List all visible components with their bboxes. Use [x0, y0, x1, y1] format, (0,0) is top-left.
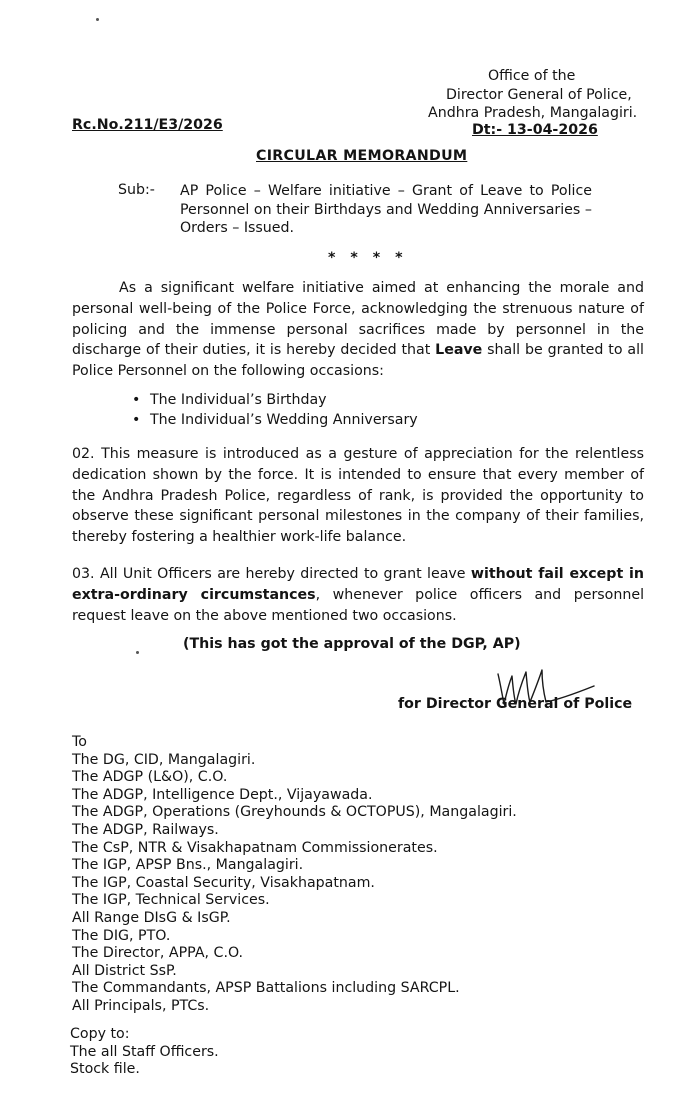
list-item: The IGP, Coastal Security, Visakhapatnam. [72, 874, 375, 891]
list-item: The all Staff Officers. [70, 1043, 219, 1060]
list-item: The Commandants, APSP Battalions including SARCPL. [72, 980, 460, 997]
list-item: • The Individual’s Birthday [130, 390, 418, 410]
list-item: All District SsP. [72, 962, 177, 979]
list-item: The DIG, PTO. [72, 927, 171, 944]
list-item: The DG, CID, Mangalagiri. [72, 751, 256, 768]
distribution-list [72, 734, 517, 1016]
document-title: CIRCULAR MEMORANDUM [256, 148, 468, 164]
paragraph-1 [72, 278, 644, 382]
paragraph-3-text-end: , whenever police officers and personnel request leave on the above mentioned two occasions. [72, 586, 645, 624]
subject-label: Sub:- [118, 182, 155, 198]
copy-heading: Copy to: [70, 1026, 130, 1042]
document-date: Dt:- 13-04-2026 [472, 122, 598, 138]
paragraph-1-text: As a significant welfare initiative aimed at enhancing the morale and personal well-being of the Police Force, acknowledging the strenuous nature of policing and the immense personal sacrifices made by personnel in the discharge of their duties, it is hereby decided that [72, 280, 644, 359]
reference-number: Rc.No.211/E3/2026 [72, 117, 223, 133]
signature-line: for Director General of Police [398, 696, 633, 712]
list-item: The IGP, Technical Services. [72, 892, 270, 909]
office-address [428, 67, 693, 123]
list-item: The Director, APPA, C.O. [72, 945, 244, 962]
list-item: • The Individual’s Wedding Anniversary [130, 410, 418, 430]
occasion-list [130, 390, 418, 430]
list-item: All Range DIsG & IsGP. [72, 909, 231, 926]
list-item: The ADGP, Railways. [72, 821, 219, 838]
list-item: All Principals, PTCs. [72, 997, 210, 1014]
paragraph-3 [72, 564, 644, 626]
list-item: The ADGP (L&O), C.O. [72, 769, 228, 786]
approval-note: (This has got the approval of the DGP, AP) [183, 636, 521, 652]
paragraph-3-text: 03. All Unit Officers are hereby directed to grant leave [72, 566, 471, 582]
office-line: Office of the [488, 68, 576, 84]
list-item: Stock file. [70, 1061, 140, 1078]
section-separator: * * * * [328, 250, 408, 266]
list-item: The IGP, APSP Bns., Mangalagiri. [72, 857, 304, 874]
subject-text: AP Police – Welfare initiative – Grant of Leave to Police Personnel on their Birthdays and Wedding Anniversaries – Orders – Issued. [180, 183, 592, 236]
list-item: The CsP, NTR & Visakhapatnam Commissionerates. [72, 839, 438, 856]
scan-speck [136, 651, 139, 654]
paragraph-3-bold: without fail except in extra-ordinary circumstances [72, 566, 644, 603]
office-line: Andhra Pradesh, Mangalagiri. [428, 105, 638, 121]
paragraph-1-text-end: shall be granted to all Police Personnel on the following occasions: [72, 342, 644, 380]
copy-to-list [70, 1026, 219, 1079]
to-heading: To [72, 734, 87, 750]
paragraph-2: 02. This measure is introduced as a gesture of appreciation for the relentless dedication shown by the force. It is intended to ensure that every member of the Andhra Pradesh Police, regardless of rank, is provided the opportunity to observe these significant personal milestones in the company of their families, thereby fostering a healthier work-life balance. [72, 446, 644, 546]
office-line: Director General of Police, [446, 86, 632, 103]
paragraph-1-bold: Leave [435, 342, 483, 359]
list-item: The ADGP, Operations (Greyhounds & OCTOPUS), Mangalagiri. [72, 804, 517, 821]
scan-speck [96, 18, 99, 21]
list-item: The ADGP, Intelligence Dept., Vijayawada. [72, 786, 373, 803]
